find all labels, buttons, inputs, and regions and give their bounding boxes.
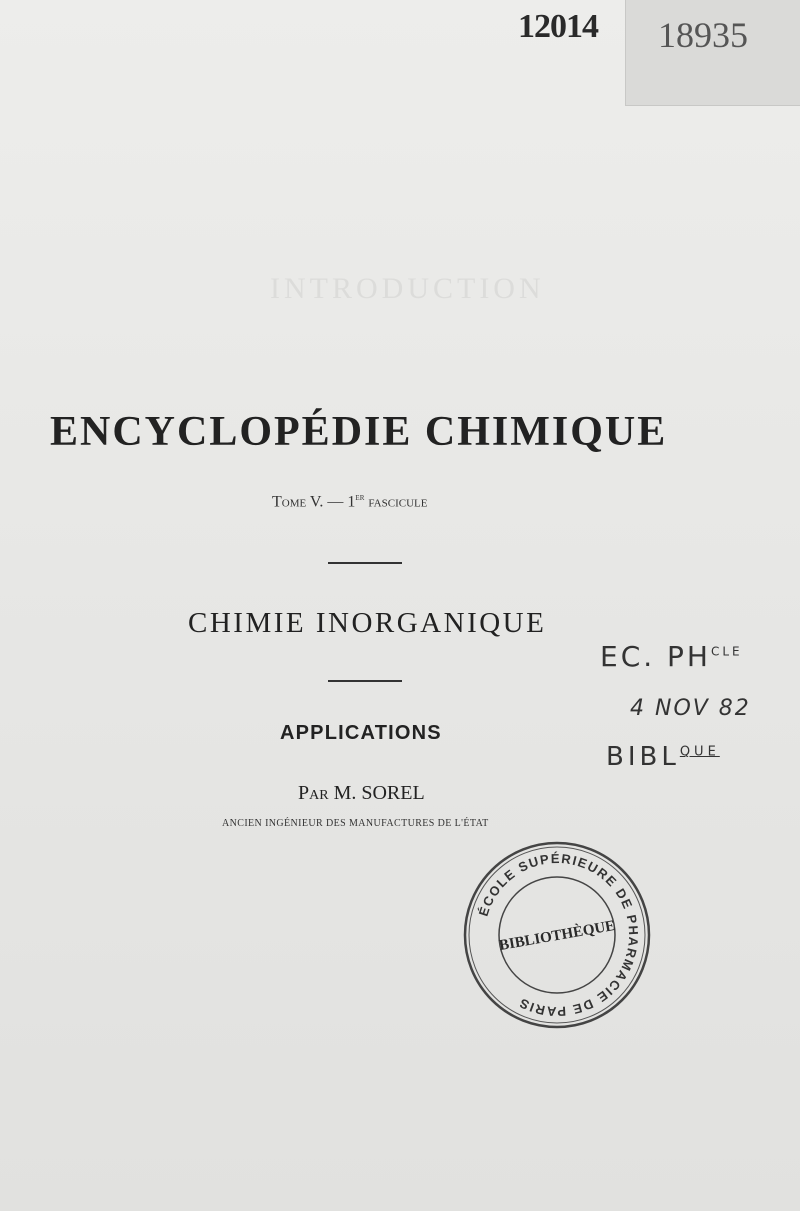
bleed-through-heading: INTRODUCTION (270, 272, 545, 305)
divider-rule (328, 562, 402, 564)
catalog-number-right: 18935 (658, 15, 748, 55)
catalog-label (625, 0, 800, 106)
subtitle: CHIMIE INORGANIQUE (188, 607, 547, 639)
tome-superscript: er (355, 492, 365, 503)
page-title: ENCYCLOPÉDIE CHIMIQUE (50, 409, 668, 455)
library-stamp (462, 840, 652, 1030)
library-mark-line3: $BIBL^{QUE}$ (606, 742, 720, 772)
library-mark-date: 4 NOV 82 (630, 696, 751, 721)
section-heading: APPLICATIONS (280, 722, 442, 744)
author-description: ANCIEN INGÉNIEUR DES MANUFACTURES DE L'ÉTAT (222, 818, 489, 829)
tome-line (272, 492, 427, 511)
stamp-ring-text: ÉCOLE SUPÉRIEURE DE PHARMACIE DE PARIS (475, 850, 642, 1020)
divider-rule (328, 680, 402, 682)
tome-text: Tome V. — 1 (272, 493, 356, 511)
library-mark-line1: EC. $PH^{CLE}$ (600, 640, 743, 673)
stamp-center-text: BIBLIOTHÈQUE (497, 917, 617, 955)
catalog-number-left: 12014 (518, 8, 598, 45)
author-name: Par M. SOREL (298, 782, 425, 804)
tome-suffix: fascicule (364, 493, 428, 511)
